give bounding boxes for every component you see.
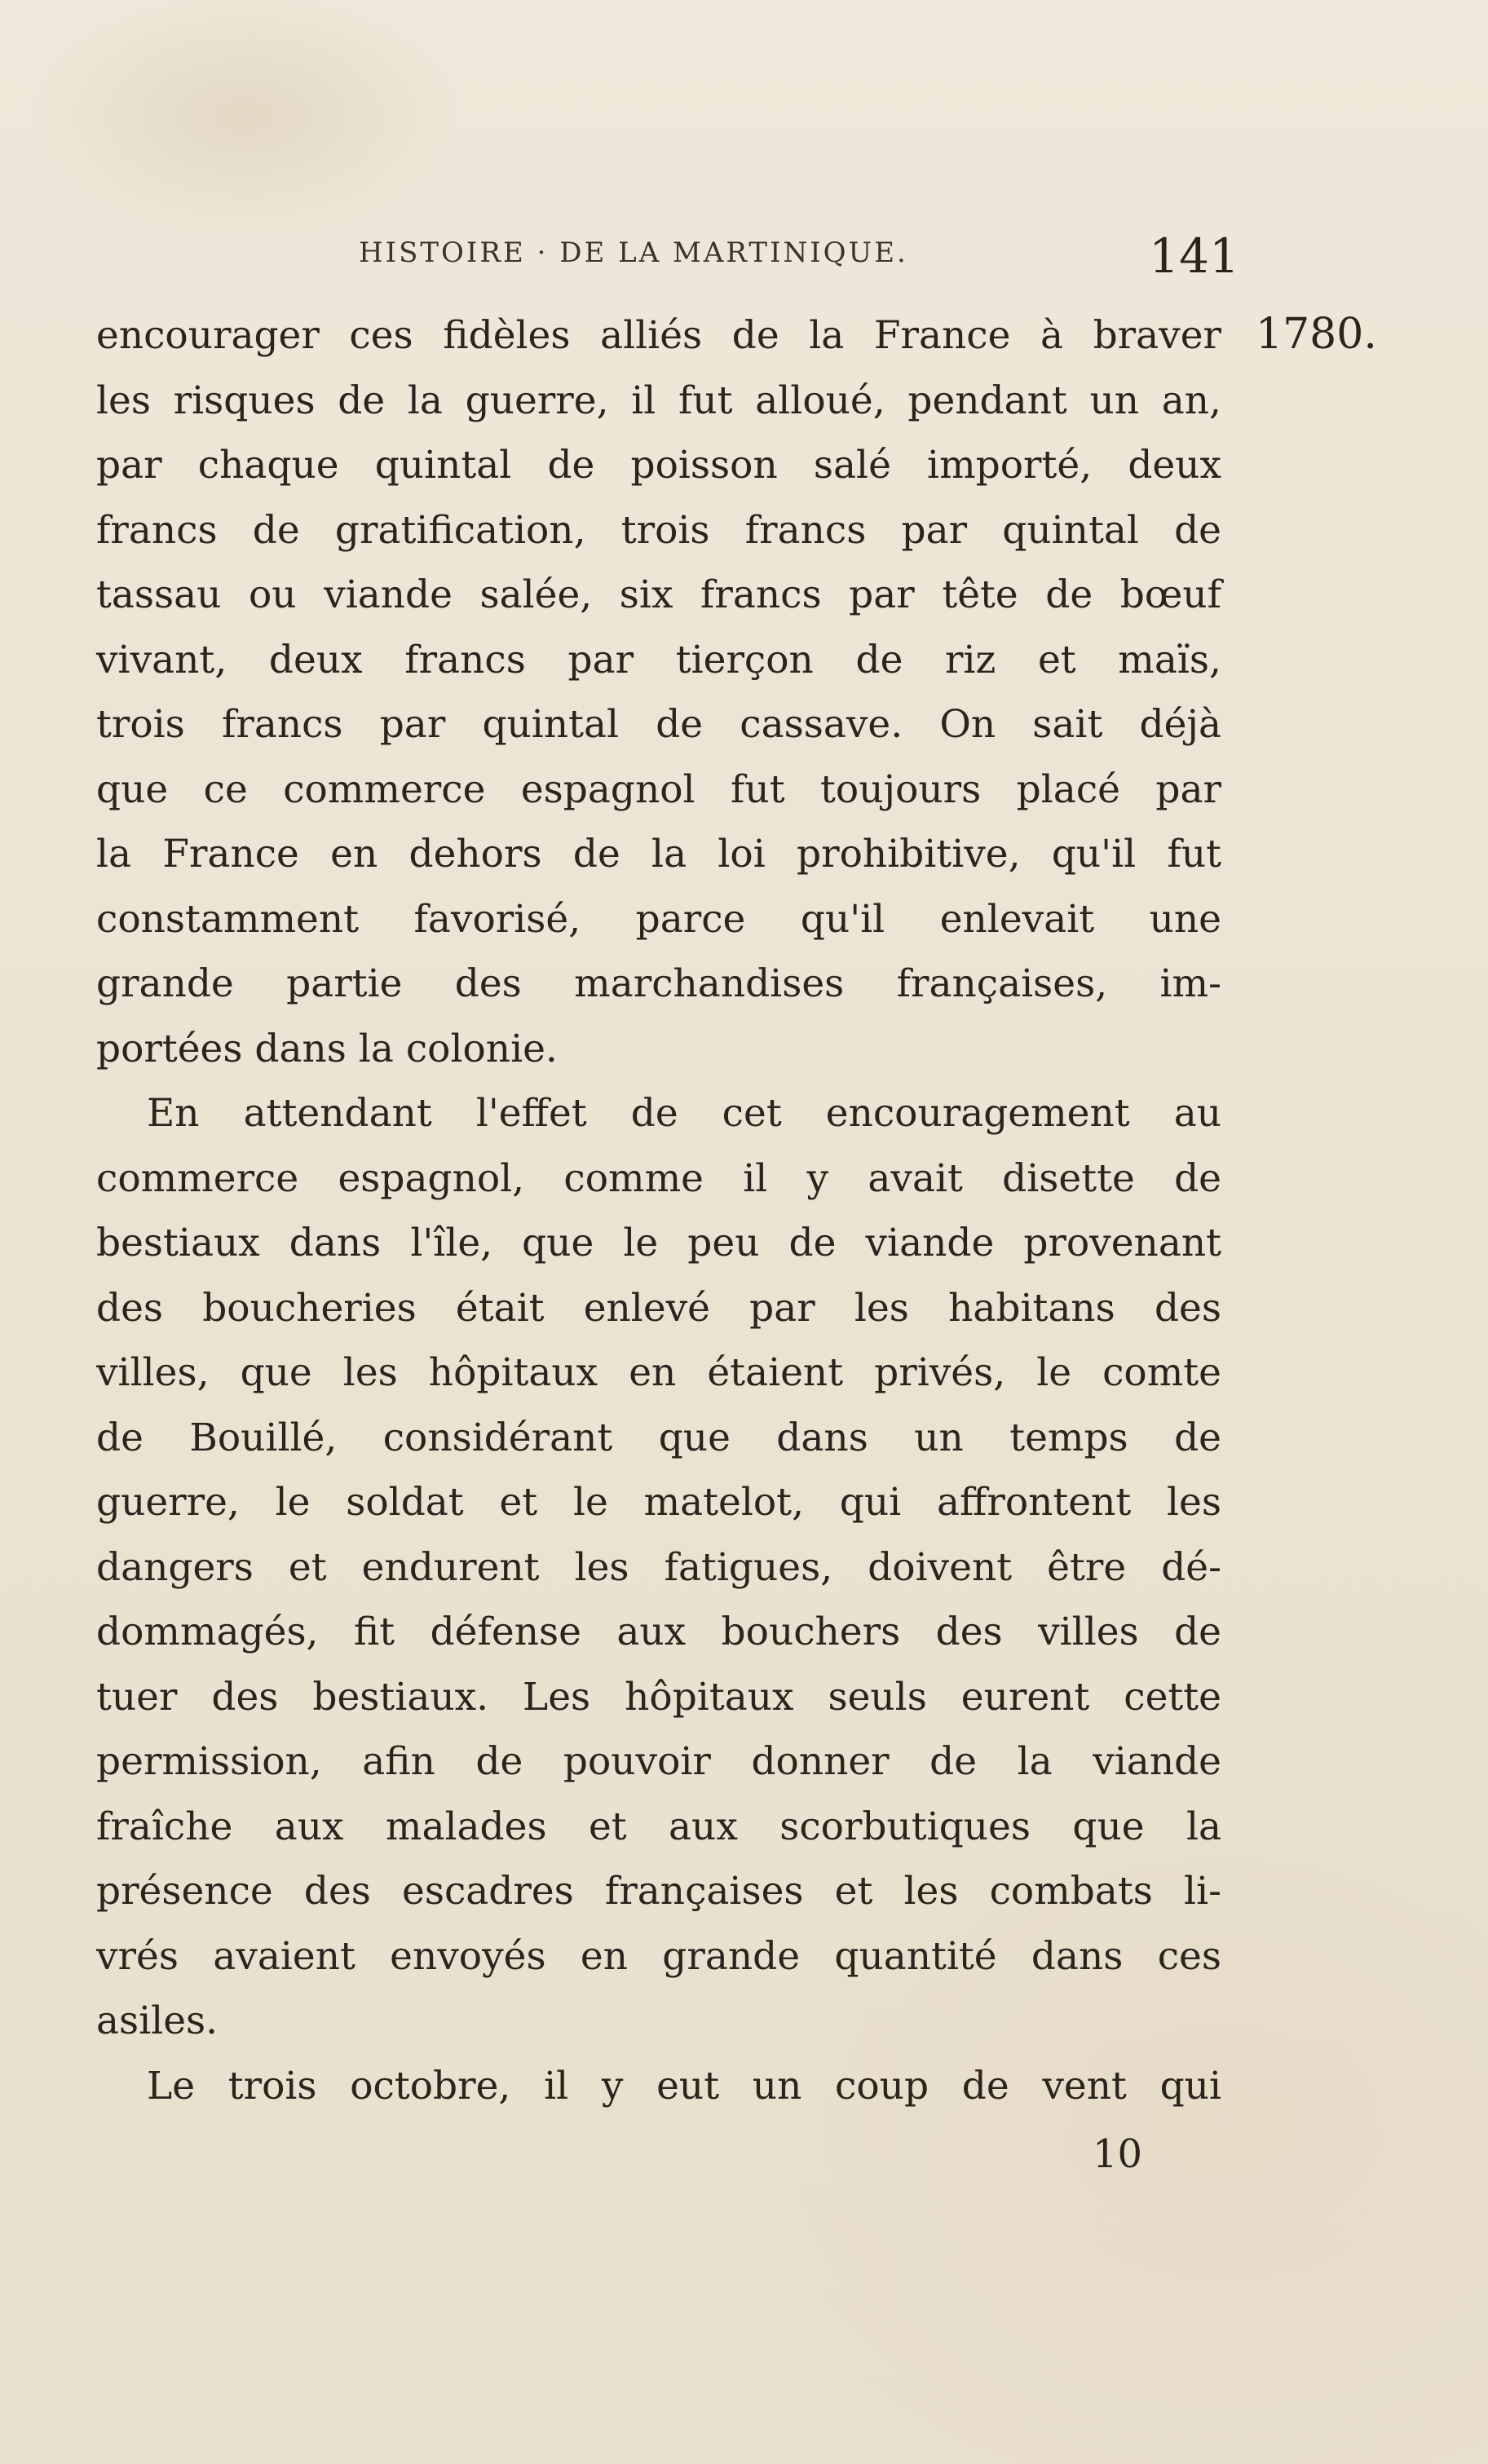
text-line: commerce espagnol, comme il y avait disette de — [96, 1155, 1221, 1201]
text-line: grande partie des marchandises françaises, im- — [96, 961, 1221, 1006]
paragraph-start-line: En attendant l'effet de cet encouragement au — [147, 1091, 1221, 1136]
paragraph-end-line: asiles. — [96, 1998, 219, 2043]
text-line: tassau ou viande salée, six francs par tête de bœuf — [96, 572, 1221, 617]
text-line: constamment favorisé, parce qu'il enlevait une — [96, 896, 1221, 942]
text-line: encourager ces fidèles alliés de la France à braver — [96, 313, 1221, 358]
paragraph-end-line: portées dans la colonie. — [96, 1026, 558, 1071]
text-line: vrés avaient envoyés en grande quantité dans ces — [96, 1933, 1221, 1979]
body-text — [96, 303, 1221, 2118]
running-head — [359, 228, 1239, 285]
text-line: de Bouillé, considérant que dans un temps de — [96, 1415, 1221, 1460]
text-line: par chaque quintal de poisson salé importé, deux — [96, 443, 1221, 488]
text-line: francs de gratification, trois francs par quintal de — [96, 507, 1221, 553]
text-line: bestiaux dans l'île, que le peu de viande provenant — [96, 1221, 1221, 1265]
text-line: guerre, le soldat et le matelot, qui affrontent les — [96, 1480, 1221, 1525]
margin-year-note: 1780. — [1256, 310, 1377, 359]
text-line: la France en dehors de la loi prohibitive, qu'il fut — [96, 832, 1221, 877]
text-line: villes, que les hôpitaux en étaient privés, le comte — [96, 1350, 1221, 1395]
text-line: des boucheries était enlevé par les habitans des — [96, 1285, 1221, 1331]
signature-mark: 10 — [1093, 2131, 1143, 2177]
text-line: dangers et endurent les fatigues, doivent être dé- — [96, 1544, 1221, 1590]
text-line: dommagés, fit défense aux bouchers des villes de — [96, 1610, 1221, 1654]
text-line: trois francs par quintal de cassave. On sait déjà — [96, 702, 1221, 747]
text-line: vivant, deux francs par tierçon de riz et maïs, — [96, 637, 1221, 682]
paragraph-start-line: Le trois octobre, il y eut un coup de vent qui — [147, 2063, 1221, 2109]
text-line: que ce commerce espagnol fut toujours placé par — [96, 766, 1221, 812]
text-line: présence des escadres françaises et les combats li- — [96, 1869, 1221, 1914]
text-line: les risques de la guerre, il fut alloué, pendant un an, — [96, 378, 1221, 423]
running-title: HISTOIRE · DE LA MARTINIQUE. — [359, 236, 908, 269]
text-line: fraîche aux malades et aux scorbutiques que la — [96, 1804, 1221, 1849]
text-line: tuer des bestiaux. Les hôpitaux seuls eurent cette — [96, 1674, 1221, 1720]
text-line: permission, afin de pouvoir donner de la viande — [96, 1739, 1221, 1784]
page-number: 141 — [1149, 228, 1239, 284]
